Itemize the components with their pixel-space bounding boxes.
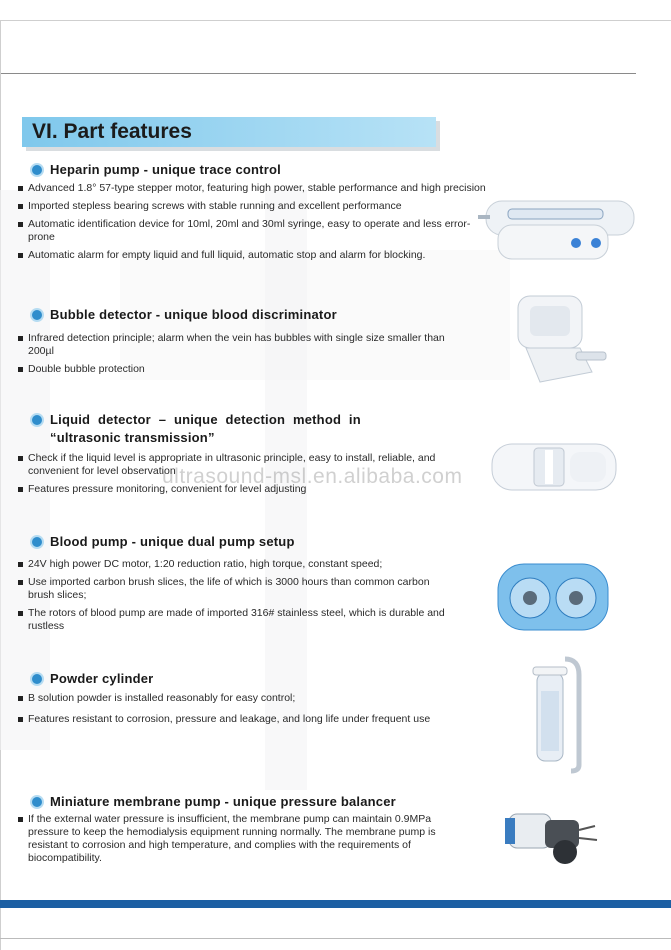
list-item: Use imported carbon brush slices, the life of which is 3000 hours than common carbon brush slices; — [18, 576, 458, 602]
bullet-circle-icon — [30, 163, 44, 177]
square-bullet-icon — [18, 817, 23, 822]
list-item: Advanced 1.8° 57-type stepper motor, featuring high power, stable performance and high precision — [18, 182, 488, 195]
section-bubble-detector-header — [30, 306, 337, 324]
section-blood-pump-header — [30, 533, 295, 551]
list-item: Features pressure monitoring, convenient for level adjusting — [18, 483, 448, 496]
page-title: VI. Part features — [32, 120, 192, 143]
bullet-circle-icon — [30, 535, 44, 549]
bullet-circle-icon — [30, 308, 44, 322]
watermark: ultrasound-msl.en.alibaba.com — [162, 465, 463, 488]
section-title-line1: Liquid detector – unique detection method in — [50, 412, 361, 427]
list-item: Automatic alarm for empty liquid and full liquid, automatic stop and alarm for blocking. — [18, 249, 518, 262]
square-bullet-icon — [18, 336, 23, 341]
section-title: Miniature membrane pump - unique pressure balancer — [50, 794, 396, 809]
square-bullet-icon — [18, 367, 23, 372]
feature-list-heparin — [18, 182, 488, 267]
section-title: Bubble detector - unique blood discriminator — [50, 307, 337, 322]
square-bullet-icon — [18, 456, 23, 461]
footer-bar — [0, 900, 671, 908]
header-rule — [0, 73, 636, 74]
bullet-circle-icon — [30, 672, 44, 686]
powder-cylinder-image — [525, 655, 585, 775]
bullet-circle-icon — [30, 413, 44, 427]
bubble-detector-image — [500, 292, 610, 387]
section-title: Blood pump - unique dual pump setup — [50, 534, 295, 549]
section-liquid-detector-header — [30, 411, 361, 447]
square-bullet-icon — [18, 580, 23, 585]
list-item: Imported stepless bearing screws with stable running and excellent performance — [18, 200, 488, 213]
square-bullet-icon — [18, 204, 23, 209]
square-bullet-icon — [18, 611, 23, 616]
list-item: Infrared detection principle; alarm when the vein has bubbles with single size smaller than 200µl — [18, 332, 458, 358]
list-item: Check if the liquid level is appropriate in ultrasonic principle, easy to install, reliable, and convenient for level observation — [18, 452, 448, 478]
section-title-banner — [22, 117, 436, 147]
heparin-pump-image — [478, 195, 638, 265]
section-membrane-pump-header — [30, 793, 396, 811]
feature-list-membrane-pump — [18, 813, 458, 870]
top-border — [0, 20, 671, 21]
feature-list-bubble — [18, 332, 458, 381]
bullet-circle-icon — [30, 795, 44, 809]
list-item: B solution powder is installed reasonably for easy control; — [18, 692, 438, 705]
feature-list-blood-pump — [18, 558, 458, 638]
section-title — [50, 411, 361, 447]
section-title: Heparin pump - unique trace control — [50, 162, 281, 177]
section-heparin-pump-header — [30, 161, 281, 179]
square-bullet-icon — [18, 562, 23, 567]
list-item: Automatic identification device for 10ml, 20ml and 30ml syringe, easy to operate and less error-prone — [18, 218, 488, 244]
blood-pump-image — [496, 560, 612, 636]
square-bullet-icon — [18, 222, 23, 227]
list-item: If the external water pressure is insufficient, the membrane pump can maintain 0.9MPa pressure to keep the hemodialysis equipment running normally. The membrane pump is resistant to corrosion and high temperature, and complies with the requirements of biocompatibility. — [18, 813, 458, 865]
square-bullet-icon — [18, 717, 23, 722]
square-bullet-icon — [18, 487, 23, 492]
membrane-pump-image — [495, 800, 605, 880]
list-item: Features resistant to corrosion, pressure and leakage, and long life under frequent use — [18, 713, 438, 726]
list-item: Double bubble protection — [18, 363, 458, 376]
liquid-detector-image — [490, 440, 620, 495]
square-bullet-icon — [18, 186, 23, 191]
section-title-line2: “ultrasonic transmission” — [50, 430, 215, 445]
square-bullet-icon — [18, 253, 23, 258]
list-item: 24V high power DC motor, 1:20 reduction ratio, high torque, constant speed; — [18, 558, 458, 571]
section-powder-cylinder-header — [30, 670, 153, 688]
square-bullet-icon — [18, 696, 23, 701]
list-item: The rotors of blood pump are made of imported 316# stainless steel, which is durable and rustless — [18, 607, 458, 633]
section-title: Powder cylinder — [50, 671, 154, 686]
footer-line — [0, 938, 671, 939]
feature-list-powder — [18, 692, 438, 731]
